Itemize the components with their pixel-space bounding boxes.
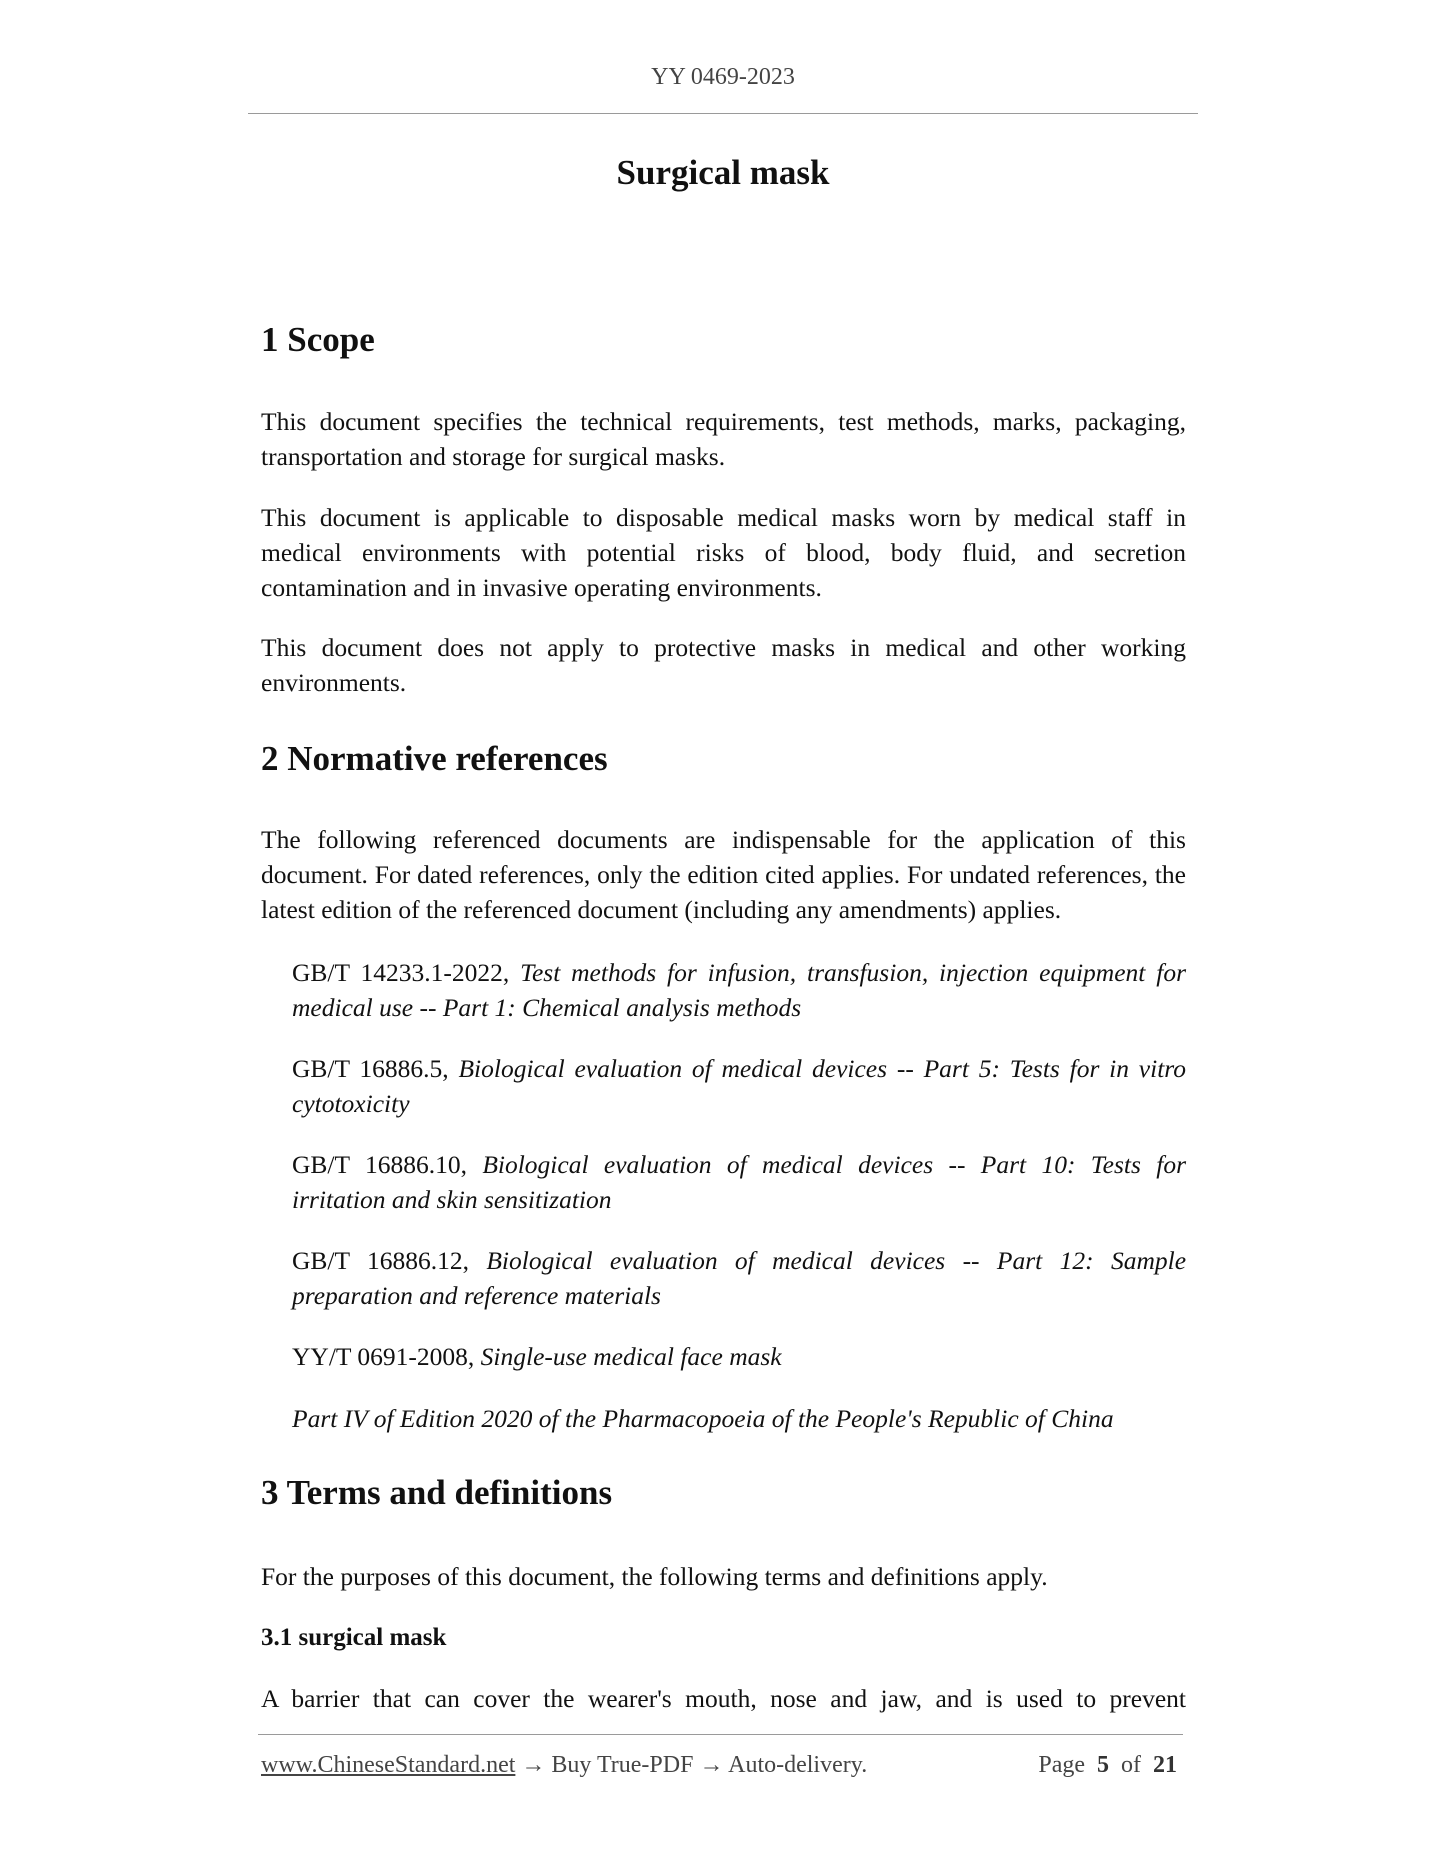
website-link[interactable]: www.ChineseStandard.net xyxy=(261,1752,516,1778)
footer-rule xyxy=(258,1734,1183,1737)
scope-paragraph-3: This document does not apply to protective masks in medical and other working environments. xyxy=(261,633,1186,697)
scope-paragraph-2: This document is applicable to disposable medical masks worn by medical staff in medical environments with potential risks of blood, body fluid, and secretion contamination and in invasive operating environments. xyxy=(261,503,1186,602)
normative-intro-paragraph: The following referenced documents are indispensable for the application of this document. For dated references, only the edition cited applies. For undated references, the latest edition of the referenced document (including any amendments) applies. xyxy=(261,825,1186,924)
reference-item: GB/T 14233.1-2022, Test methods for infusion, transfusion, injection equipment for medical use -- Part 1: Chemical analysis methods xyxy=(292,958,1186,1022)
current-page-number: 5 xyxy=(1097,1752,1109,1778)
total-page-number: 21 xyxy=(1153,1752,1177,1778)
reference-item: GB/T 16886.5, Biological evaluation of medical devices -- Part 5: Tests for in vitro cytotoxicity xyxy=(292,1054,1187,1118)
scope-paragraph-1: This document specifies the technical requirements, test methods, marks, packaging, transportation and storage for surgical masks. xyxy=(261,407,1186,471)
terms-intro-paragraph: For the purposes of this document, the following terms and definitions apply. xyxy=(261,1562,1048,1591)
term-heading-surgical-mask: 3.1 surgical mask xyxy=(261,1624,447,1651)
page-indicator: Page 5 of 21 xyxy=(1038,1752,1177,1778)
page-header xyxy=(248,0,1198,114)
footer-promo-text: → Buy True-PDF → Auto-delivery. xyxy=(515,1752,868,1778)
reference-item: Part IV of Edition 2020 of the Pharmacopoeia of the People's Republic of China xyxy=(292,1404,1114,1433)
document-title: Surgical mask xyxy=(616,153,830,192)
section-heading-terms-and-definitions: 3 Terms and definitions xyxy=(261,1473,613,1512)
term-definition-paragraph: A barrier that can cover the wearer's mouth, nose and jaw, and is used to prevent xyxy=(261,1684,1186,1713)
reference-item: GB/T 16886.12, Biological evaluation of medical devices -- Part 12: Sample preparation and reference materials xyxy=(292,1246,1187,1310)
reference-item: YY/T 0691-2008, Single-use medical face mask xyxy=(292,1342,782,1371)
section-heading-scope: 1 Scope xyxy=(261,320,375,359)
footer-promo xyxy=(261,1752,867,1779)
standard-code: YY 0469-2023 xyxy=(651,64,795,90)
section-heading-normative-references: 2 Normative references xyxy=(261,739,608,778)
reference-item: GB/T 16886.10, Biological evaluation of medical devices -- Part 10: Tests for irritation and skin sensitization xyxy=(292,1150,1187,1214)
